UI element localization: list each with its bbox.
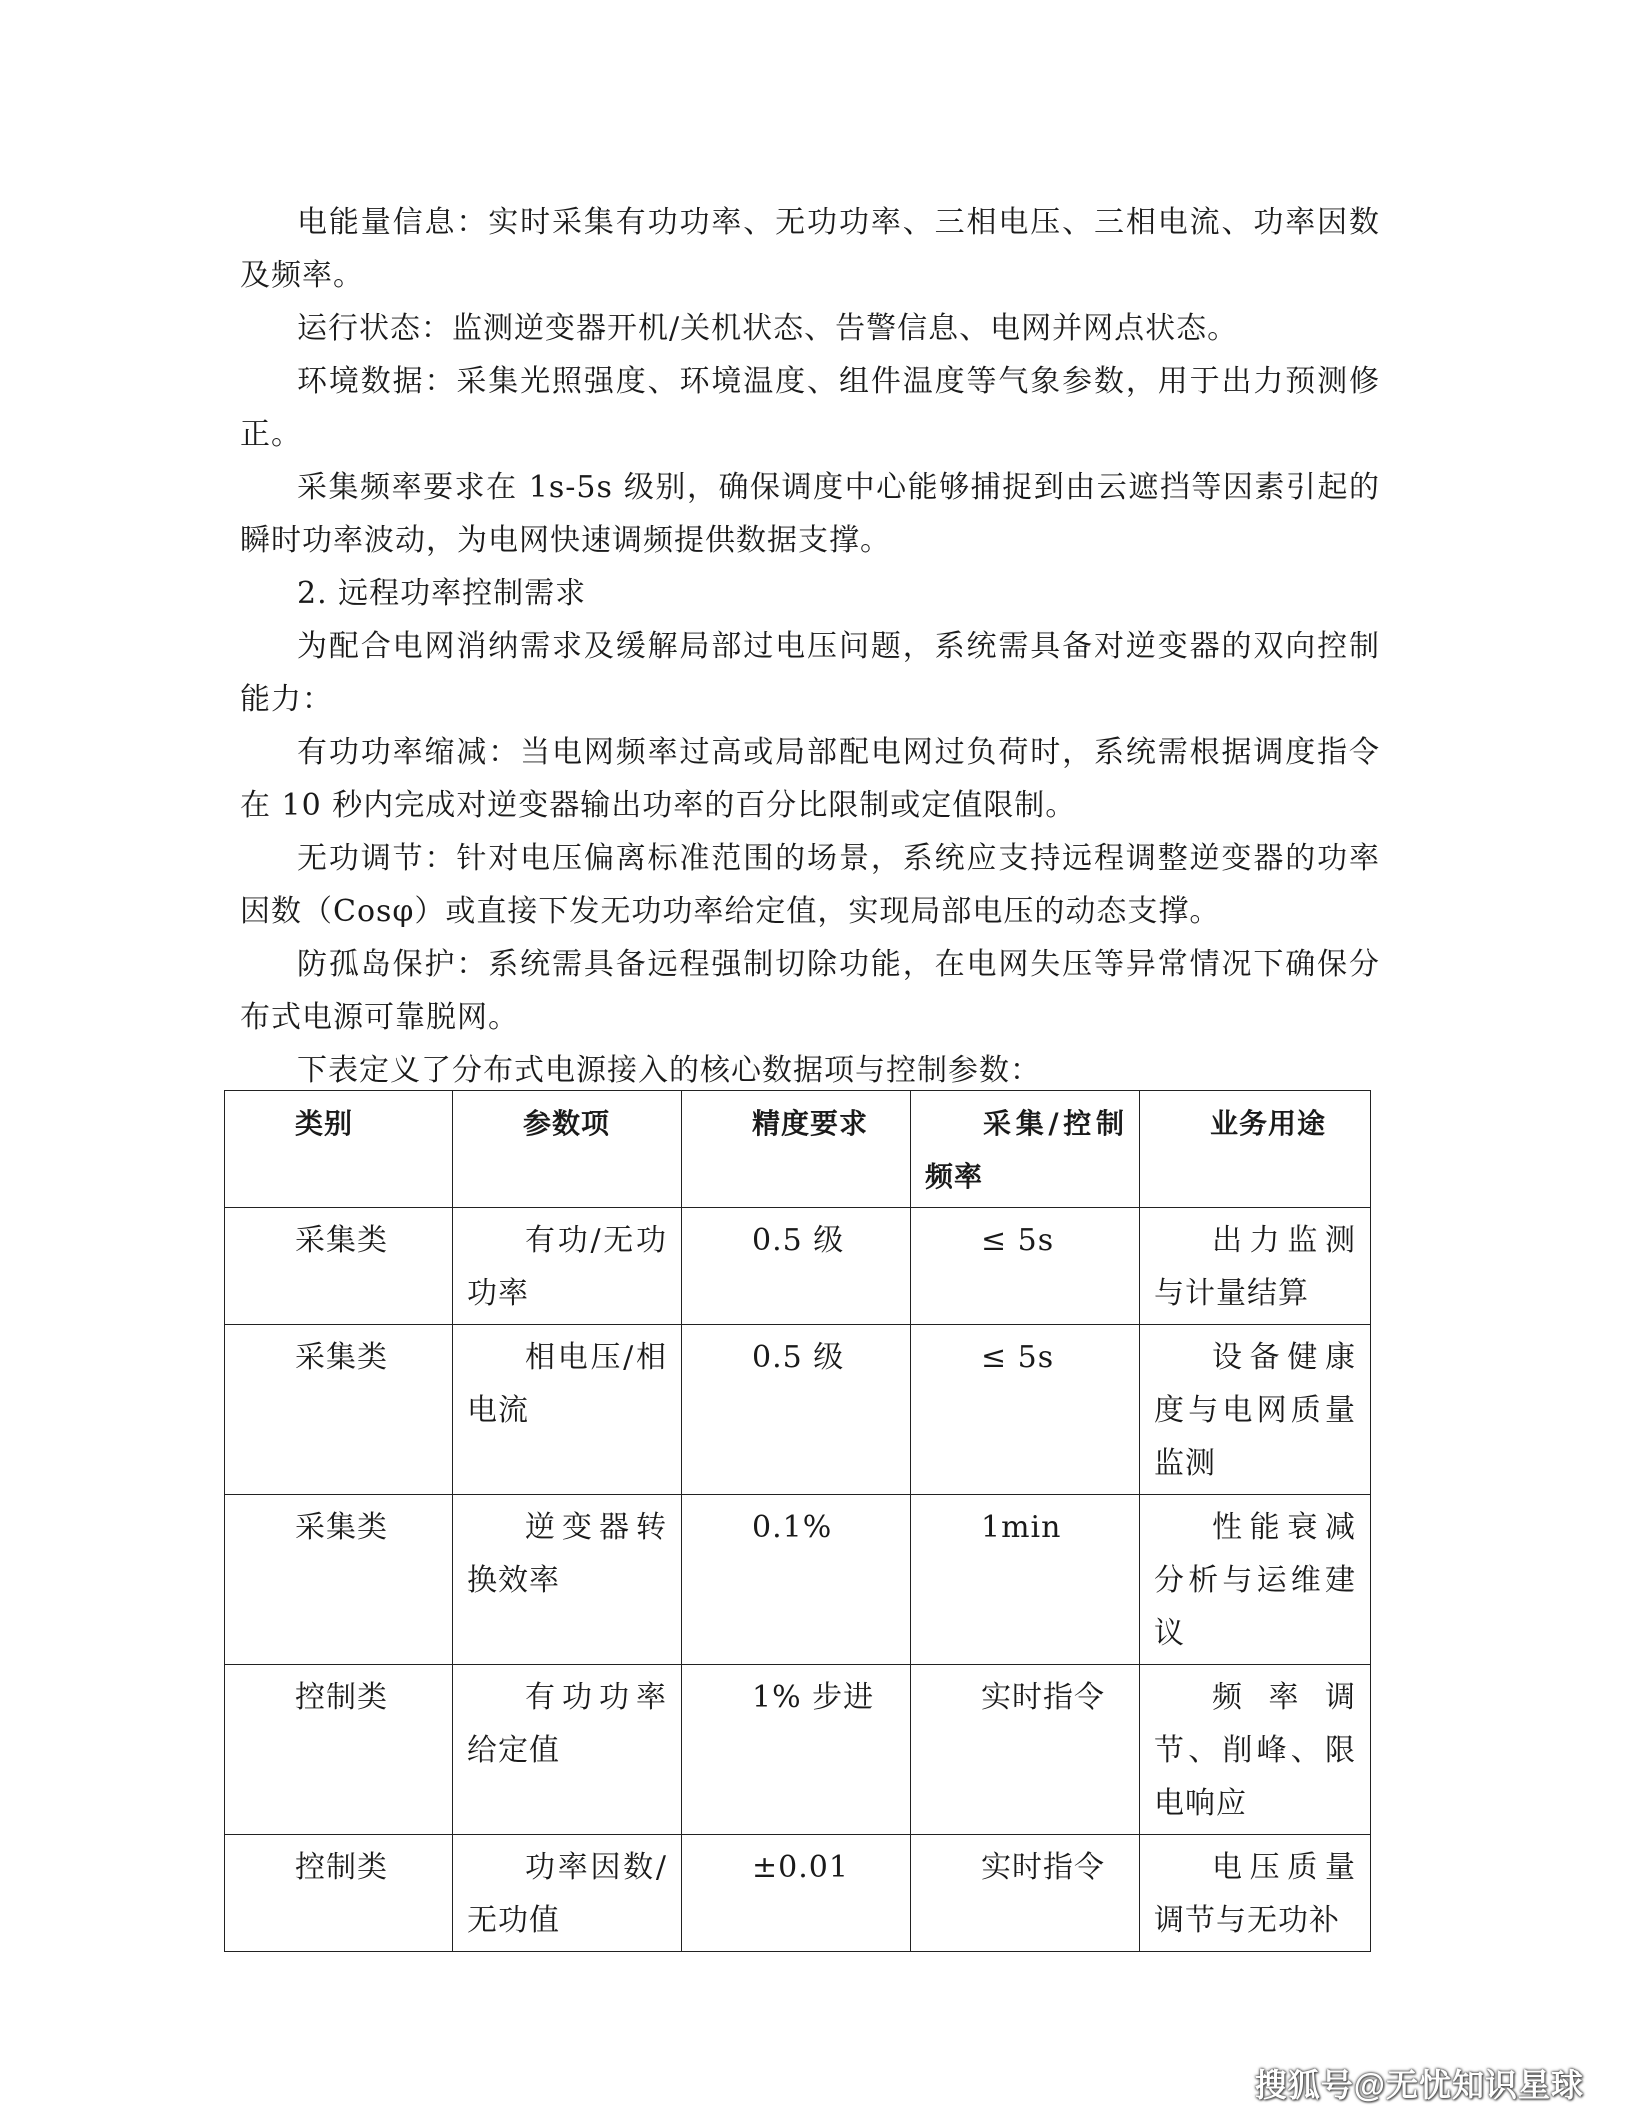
parameter-table — [224, 1090, 1371, 1952]
watermark-text: 搜狐号@无忧知识星球 — [1254, 2067, 1584, 2103]
body-text — [240, 196, 1380, 1097]
cell-parameter: 有功功率给定值 — [453, 1665, 682, 1835]
cell-category: 控制类 — [225, 1665, 453, 1835]
header-frequency: 采集/控制频率 — [911, 1091, 1140, 1208]
table-row — [225, 1208, 1371, 1325]
cell-category: 采集类 — [225, 1208, 453, 1325]
cell-parameter: 有功/无功功率 — [453, 1208, 682, 1325]
cell-parameter: 相电压/相电流 — [453, 1325, 682, 1495]
table-row — [225, 1325, 1371, 1495]
paragraph-env-data: 环境数据：采集光照强度、环境温度、组件温度等气象参数，用于出力预测修正。 — [240, 364, 1380, 452]
table-row — [225, 1495, 1371, 1665]
cell-usage: 电压质量调节与无功补 — [1140, 1835, 1371, 1952]
cell-precision: 0.1% — [682, 1495, 911, 1665]
cell-parameter: 功率因数/无功值 — [453, 1835, 682, 1952]
cell-precision: 1% 步进 — [682, 1665, 911, 1835]
paragraph-active-power: 有功功率缩减：当电网频率过高或局部配电网过负荷时，系统需根据调度指令在 10 秒内完成对逆变器输出功率的百分比限制或定值限制。 — [240, 735, 1380, 823]
paragraph-table-intro: 下表定义了分布式电源接入的核心数据项与控制参数： — [297, 1053, 1041, 1088]
header-parameter: 参数项 — [453, 1091, 682, 1208]
table-header-row — [225, 1091, 1371, 1208]
paragraph-sample-freq: 采集频率要求在 1s-5s 级别，确保调度中心能够捕捉到由云遮挡等因素引起的瞬时功率波动，为电网快速调频提供数据支撑。 — [240, 470, 1380, 558]
header-category: 类别 — [225, 1091, 453, 1208]
cell-usage: 频率调节、削峰、限电响应 — [1140, 1665, 1371, 1835]
table-row — [225, 1835, 1371, 1952]
paragraph-run-status: 运行状态：监测逆变器开机/关机状态、告警信息、电网并网点状态。 — [297, 311, 1239, 346]
cell-frequency: 实时指令 — [911, 1835, 1140, 1952]
cell-precision: 0.5 级 — [682, 1208, 911, 1325]
cell-usage: 性能衰减分析与运维建议 — [1140, 1495, 1371, 1665]
cell-frequency: 1min — [911, 1495, 1140, 1665]
paragraph-control-intro: 为配合电网消纳需求及缓解局部过电压问题，系统需具备对逆变器的双向控制能力： — [240, 629, 1380, 717]
cell-category: 采集类 — [225, 1325, 453, 1495]
cell-frequency: 实时指令 — [911, 1665, 1140, 1835]
paragraph-reactive: 无功调节：针对电压偏离标准范围的场景，系统应支持远程调整逆变器的功率因数（Cosφ）或直接下发无功功率给定值，实现局部电压的动态支撑。 — [240, 841, 1380, 929]
cell-category: 控制类 — [225, 1835, 453, 1952]
paragraph-anti-island: 防孤岛保护：系统需具备远程强制切除功能，在电网失压等异常情况下确保分布式电源可靠脱网。 — [240, 947, 1380, 1035]
cell-precision: 0.5 级 — [682, 1325, 911, 1495]
cell-precision: ±0.01 — [682, 1835, 911, 1952]
section-heading: 2. 远程功率控制需求 — [297, 576, 587, 611]
header-usage: 业务用途 — [1140, 1091, 1371, 1208]
cell-usage: 出力监测与计量结算 — [1140, 1208, 1371, 1325]
table-row — [225, 1665, 1371, 1835]
cell-parameter: 逆变器转换效率 — [453, 1495, 682, 1665]
header-precision: 精度要求 — [682, 1091, 911, 1208]
paragraph-energy-info: 电能量信息：实时采集有功功率、无功功率、三相电压、三相电流、功率因数及频率。 — [240, 205, 1380, 293]
cell-category: 采集类 — [225, 1495, 453, 1665]
cell-frequency: ≤ 5s — [911, 1325, 1140, 1495]
cell-frequency: ≤ 5s — [911, 1208, 1140, 1325]
cell-usage: 设备健康度与电网质量监测 — [1140, 1325, 1371, 1495]
